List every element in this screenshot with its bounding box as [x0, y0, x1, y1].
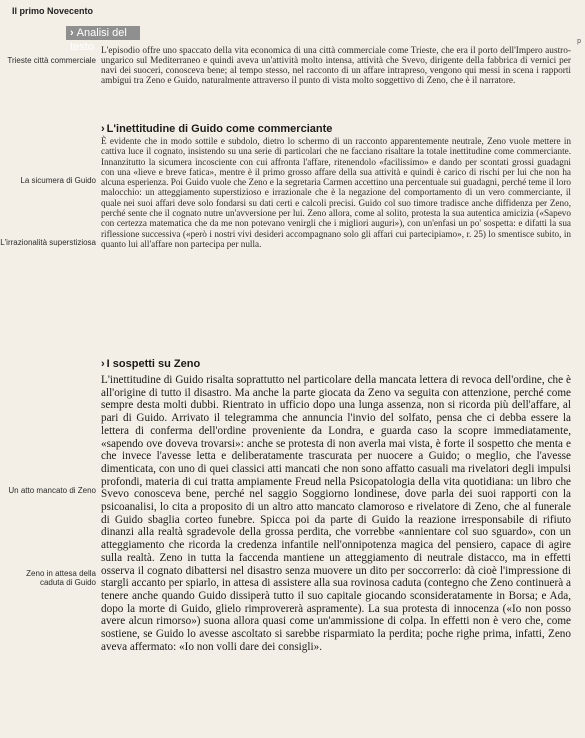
chevron-right-icon: ›	[101, 123, 105, 135]
section-title-bar	[66, 26, 140, 53]
section1-paragraph	[101, 136, 571, 249]
running-head: Il primo Novecento	[12, 6, 94, 16]
margin-note-sicumera: La sicumera di Guido	[20, 176, 96, 185]
section1-text: È evidente che in modo sottile e subdolo, dietro lo schermo di un racconto apparentemente neutrale, Zeno vuole mettere in cattiva luce il cognato, insistendo su una serie di particolari che ne facciano risaltare la totale inettitudine come commerciante. Innanzitutto la sicumera incosciente con cui affronta l'affare, ritenendolo «facilissimo» e dando per scontati grossi guadagni con una «lieve e breve fatica», mentre è il primo grosso affare della sua attività e quindi è carico di rischi per lui che non ha alcuna esperienza. Poi Guido vuole che Zeno e la segretaria Carmen accettino una percentuale sui guadagni, perché teme il loro malocchio: un atteggiamento superstizioso e irrazionale che è la negazione del comportamento di un vero commerciante, il quale nei suoi affari deve solo fondarsi su dati certi e calcoli precisi. Guido col suo timore tradisce anche diffidenza per Zeno, perché sente che il cognato nutre un'avversione per lui. Zeno allora, come al solito, protesta la sua autentica amicizia («Sapevo con certezza matematica che da me non potevano venirgli che i migliori auguri»), con un'enfasi un po' sospetta: e difatti la sua riflessione successiva («però i nostri vivi desideri accompagnano solo gli affari cui partecipiamo», r. 25) lo smentisce subito, in quanto lui all'affare non partecipa per nulla.	[101, 136, 571, 249]
margin-note-irrazionalita: L'irrazionalità superstiziosa	[0, 238, 96, 247]
margin-note-zeno-attesa: Zeno in attesa della caduta di Guido	[26, 569, 96, 587]
section-title: Analisi del testo	[70, 27, 127, 53]
page-edge-mark: p	[577, 38, 581, 45]
margin-note-trieste: Trieste città commerciale	[7, 56, 96, 65]
intro-paragraph	[101, 46, 571, 86]
section2-heading	[101, 358, 200, 370]
section2-text: L'inettitudine di Guido risalta soprattutto nel particolare della mancata lettera di revoca dell'ordine, che è all'origine di tutto il disastro. Ma anche la parte giocata da Zeno va seguita con attenzione, perché come sempre desta molti dubbi. Rientrato in ufficio dopo una lunga assenza, non si ricorda più dell'affare, al pari di Guido. Arrivato il telegramma che annuncia l'invio del solfato, pensa che ci debba essere la lettera di conferma dell'ordine proveniente da Londra, e guarda caso la scopre immediatamente, «sapendo ove doveva trovarsi»: anche se protesta di non averla mai vista, è forte il sospetto che menta e che invece l'avesse letta e deliberatamente trascurata per nuocere a Guido; o meglio, che l'avesse dimenticata, con uno di quei classici atti mancati che non sono affatto casuali ma rivelatori degli impulsi profondi, materia di cui tratta ampiamente Freud nella Psicopatologia della vita quotidiana: un libro che Svevo conosceva bene, perché nel saggio Soggiorno londinese, dove parla dei suoi rapporti con la psicoanalisi, lo cita a proposito di un altro atto mancato clamoroso e rivelatore di Zeno, che al funerale di Guido sbaglia corteo funebre. Spicca poi da parte di Guido la reazione irresponsabile di rifiuto dinanzi alla realtà sgradevole della grossa perdita, che vorrebbe «annientare col suo sguardo», con un atteggiamento che ricorda la credenza infantile nell'onnipotenza magica del pensiero, capace di agire sulla realtà. Zeno in tutta la faccenda mantiene un atteggiamento di neutrale distacco, ma in effetti osserva il cognato dibattersi nel disastro senza muovere un dito per soccorrerlo: dà cioè l'impressione di stargli accanto per spiarlo, in attesa di assistere alla sua rovinosa caduta (contegno che Zeno continuerà a tenere anche quando Guido dissiperà tutto il suo capitale giocando sconsideratamente in Borsa; e Ada, dopo la morte di Guido, glielo rimprovererà aspramente). La sua protesta di innocenza («Io non posso avere alcun rimorso») suona allora quasi come un'ammissione di colpa. In effetti non è vero che, come sostiene, se Guido lo avesse ascoltato si sarebbe risparmiato la perdita; poche righe prima, infatti, Zeno aveva affermato: «Io non volli dare dei consigli».	[101, 374, 571, 653]
margin-note-atto-mancato: Un atto mancato di Zeno	[8, 486, 96, 495]
section2-paragraph	[101, 374, 571, 653]
chevron-right-icon: ›	[101, 358, 105, 370]
section2-heading-text: I sospetti su Zeno	[106, 358, 201, 370]
chevron-right-icon: ›	[70, 27, 74, 39]
section1-heading	[101, 123, 332, 135]
intro-text: L'episodio offre uno spaccato della vita economica di una città commerciale come Trieste, che era il porto dell'Impero austro-ungarico sul Mediterraneo e quindi aveva un'attività molto intensa, attività che Svevo, dirigente della fabbrica di vernici per navi dei suoceri, conosceva bene; al tempo stesso, nel racconto di un affare intrapreso, vengono qui messi in scena i rapporti ambigui tra Zeno e Guido, naturalmente attraverso il punto di vista molto soggettivo di Zeno, che è il narratore.	[101, 46, 571, 87]
section1-heading-text: L'inettitudine di Guido come commerciante	[106, 123, 333, 135]
